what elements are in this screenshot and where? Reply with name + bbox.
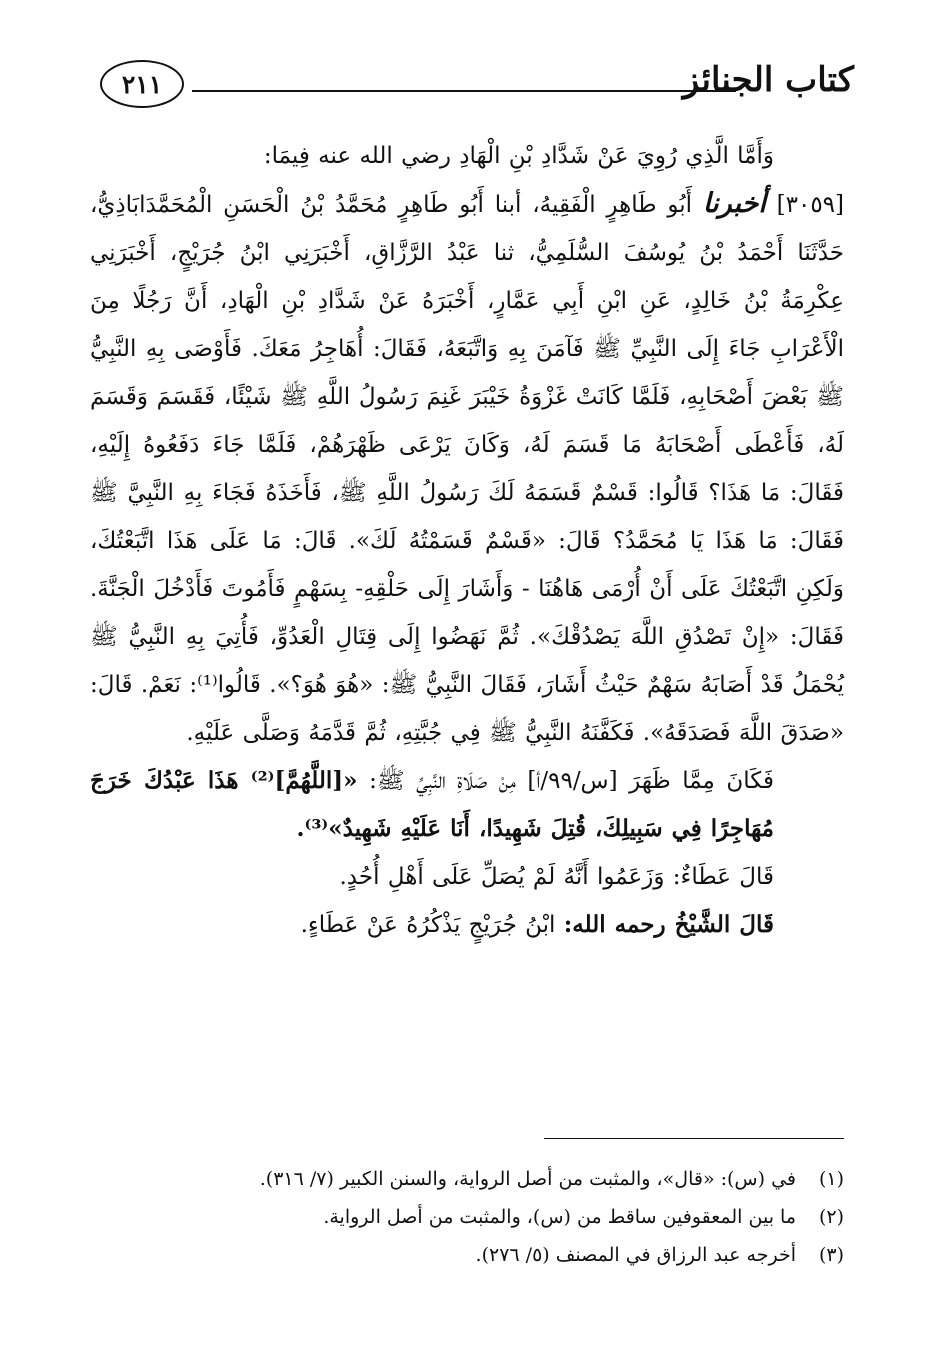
prayer-lead: فَكَانَ مِمَّا ظَهَرَ [س/٩٩/أ] مِنْ صَلَاةِ النَّبِيِّ ﷺ: xyxy=(369,768,775,794)
footnote-text: أخرجه عبد الرزاق في المصنف (٥/ ٢٧٦). xyxy=(475,1244,796,1266)
intro-line: وَأَمَّا الَّذِي رُوِيَ عَنْ شَدَّادِ بْنِ الْهَادِ رضي الله عنه فِيمَا: xyxy=(263,143,774,169)
shaykh-label: قَالَ الشَّيْخُ رحمه الله: xyxy=(563,911,774,938)
footnote-rule xyxy=(544,1138,844,1139)
footnote-number: (٢) xyxy=(818,1206,844,1228)
page-number: ٢١١ xyxy=(100,60,184,108)
hadith-opening: أخبرنا xyxy=(702,188,766,219)
header-rule xyxy=(192,90,736,92)
shaykh-text: ابْنُ جُرَيْجٍ يَذْكُرُهُ عَنْ عَطَاءٍ. xyxy=(300,912,556,938)
footnotes xyxy=(90,1160,844,1274)
hadith-number: [٣٠٥٩] xyxy=(776,192,845,218)
hadith-paragraph xyxy=(90,180,844,757)
main-text xyxy=(90,132,844,949)
ata-line: قَالَ عَطَاءٌ: وَزَعَمُوا أَنَّهُ لَمْ يُصَلِّ عَلَى أَهْلِ أُحُدٍ. xyxy=(339,864,774,890)
footnote-number: (٣) xyxy=(818,1244,844,1266)
footnote-number: (١) xyxy=(818,1168,844,1190)
prayer-quote: «[اللَّهُمَّ]⁽²⁾ هَذَا عَبْدُكَ خَرَجَ مُهَاجِرًا فِي سَبِيلِكَ، قُتِلَ شَهِيدًا، أَنَا عَلَيْهِ شَهِيدٌ»⁽³⁾. xyxy=(90,767,774,842)
prayer-paragraph xyxy=(90,757,844,853)
chapter-title: كتاب الجنائز xyxy=(682,60,854,100)
running-header xyxy=(100,52,854,132)
footnote-text: في (س): «قال»، والمثبت من أصل الرواية، والسنن الكبير (٧/ ٣١٦). xyxy=(259,1168,796,1190)
footnote-item xyxy=(90,1160,844,1198)
footnote-item xyxy=(90,1236,844,1274)
hadith-text: أَبُو طَاهِرٍ الْفَقِيهُ، أبنا أَبُو طَاهِرٍ مُحَمَّدُ بْنُ الْحَسَنِ الْمُحَمَّدَابَاذِيُّ، حَدَّثَنَا أَحْمَدُ بْنُ يُوسُفَ السُّلَمِيُّ، ثنا عَبْدُ الرَّزَّاقِ، أَخْبَرَنِي ابْنُ جُرَيْجٍ، أَخْبَرَنِي عِكْرِمَةُ بْنُ خَالِدٍ، عَنِ ابْنِ أَبِي عَمَّارٍ، أَخْبَرَهُ عَنْ شَدَّادِ بْنِ الْهَادِ، أَنَّ رَجُلًا مِنَ الْأَعْرَابِ جَاءَ إِلَى النَّبِيِّ ﷺ فَآمَنَ بِهِ وَاتَّبَعَهُ، فَقَالَ: أُهَاجِرُ مَعَكَ. فَأَوْصَى بِهِ النَّبِيُّ ﷺ بَعْضَ أَصْحَابِهِ، فَلَمَّا كَانَتْ غَزْوَةُ خَيْبَرَ غَنِمَ رَسُولُ اللَّهِ ﷺ شَيْئًا، فَقَسَمَ وَقَسَمَ لَهُ، فَأَعْطَى أَصْحَابَهُ مَا قَسَمَ لَهُ، وَكَانَ يَرْعَى ظَهْرَهُمْ، فَلَمَّا جَاءَ دَفَعُوهُ إِلَيْهِ، فَقَالَ: مَا هَذَا؟ قَالُوا: قَسْمٌ قَسَمَهُ لَكَ رَسُولُ اللَّهِ ﷺ، فَأَخَذَهُ فَجَاءَ بِهِ النَّبِيَّ ﷺ فَقَالَ: مَا هَذَا يَا مُحَمَّدُ؟ قَالَ: «قَسْمٌ قَسَمْتُهُ لَكَ». قَالَ: مَا عَلَى هَذَا اتَّبَعْتُكَ، وَلَكِنِ اتَّبَعْتُكَ عَلَى أَنْ أُرْمَى هَاهُنَا - وَأَشَارَ إِلَى حَلْقِهِ- بِسَهْمٍ فَأَمُوتَ فَأَدْخُلَ الْجَنَّةَ. فَقَالَ: «إِنْ تَصْدُقِ اللَّهَ يَصْدُقْكَ». ثُمَّ نَهَضُوا إِلَى قِتَالِ الْعَدُوِّ، فَأُتِيَ بِهِ النَّبِيُّ ﷺ يُحْمَلُ قَدْ أَصَابَهُ سَهْمٌ حَيْثُ أَشَارَ، فَقَالَ النَّبِيُّ ﷺ: «هُوَ هُوَ؟». قَالُوا⁽¹⁾: نَعَمْ. قَالَ: «صَدَقَ اللَّهَ فَصَدَقَهُ». فَكَفَّنَهُ النَّبِيُّ ﷺ فِي جُبَّتِهِ، ثُمَّ قَدَّمَهُ وَصَلَّى عَلَيْهِ. xyxy=(90,192,844,746)
footnote-item xyxy=(90,1198,844,1236)
footnote-text: ما بين المعقوفين ساقط من (س)، والمثبت من أصل الرواية. xyxy=(323,1206,796,1228)
shaykh-line xyxy=(90,901,844,949)
